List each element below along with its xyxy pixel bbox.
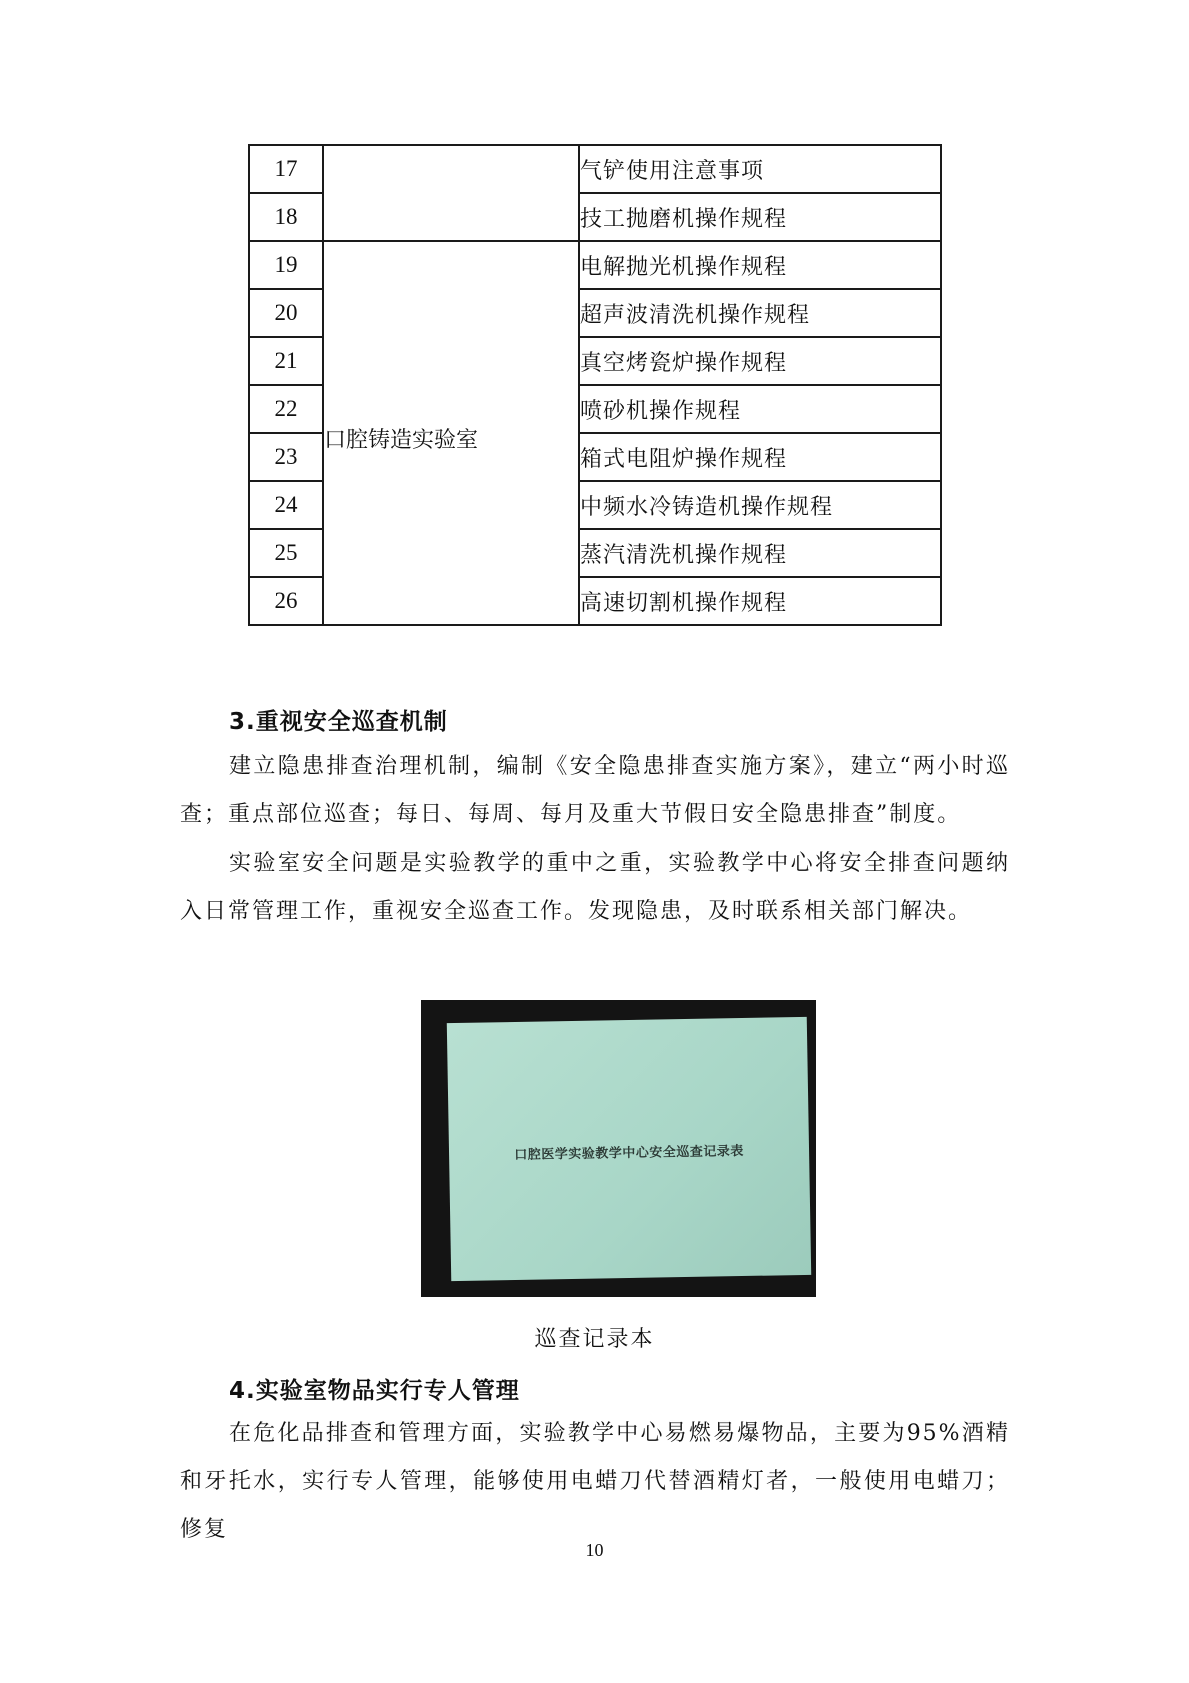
section-3-paragraph-2: 实验室安全问题是实验教学的重中之重，实验教学中心将安全排查问题纳入日常管理工作，重视安全巡查工作。发现隐患，及时联系相关部门解决。 bbox=[180, 851, 1010, 924]
inspection-record-photo bbox=[421, 1000, 816, 1297]
lab-cell-empty bbox=[323, 145, 579, 241]
rule-name: 电解抛光机操作规程 bbox=[579, 241, 941, 289]
section-4-heading: 4.实验室物品实行专人管理 bbox=[229, 1378, 520, 1404]
rule-name: 高速切割机操作规程 bbox=[579, 577, 941, 625]
row-number: 21 bbox=[249, 337, 323, 385]
section-3-heading: 3.重视安全巡查机制 bbox=[229, 709, 448, 735]
rule-name: 箱式电阻炉操作规程 bbox=[579, 433, 941, 481]
table-row bbox=[249, 145, 941, 193]
lab-cell bbox=[323, 241, 579, 625]
section-3-paragraph-1: 建立隐患排查治理机制，编制《安全隐患排查实施方案》，建立“两小时巡查；重点部位巡查；每日、每周、每月及重大节假日安全隐患排查”制度。 bbox=[180, 754, 1010, 827]
rule-name: 超声波清洗机操作规程 bbox=[579, 289, 941, 337]
row-number: 17 bbox=[249, 145, 323, 193]
row-number: 18 bbox=[249, 193, 323, 241]
page-number: 10 bbox=[585, 1540, 604, 1560]
rule-name: 蒸汽清洗机操作规程 bbox=[579, 529, 941, 577]
row-number: 23 bbox=[249, 433, 323, 481]
rule-name: 气铲使用注意事项 bbox=[579, 145, 941, 193]
rule-name: 喷砂机操作规程 bbox=[579, 385, 941, 433]
record-book-cover bbox=[447, 1017, 811, 1281]
row-number: 22 bbox=[249, 385, 323, 433]
rule-name: 真空烤瓷炉操作规程 bbox=[579, 337, 941, 385]
row-number: 20 bbox=[249, 289, 323, 337]
rule-name: 中频水冷铸造机操作规程 bbox=[579, 481, 941, 529]
photo-caption: 巡查记录本 bbox=[534, 1327, 655, 1352]
row-number: 19 bbox=[249, 241, 323, 289]
lab-label: 口腔铸造实验室 bbox=[324, 427, 479, 453]
row-number: 26 bbox=[249, 577, 323, 625]
table-row bbox=[249, 241, 941, 289]
operating-rules-table bbox=[248, 144, 942, 626]
row-number: 24 bbox=[249, 481, 323, 529]
row-number: 25 bbox=[249, 529, 323, 577]
section-4-paragraph-1: 在危化品排查和管理方面，实验教学中心易燃易爆物品，主要为95%酒精和牙托水，实行专人管理，能够使用电蜡刀代替酒精灯者，一般使用电蜡刀；修复 bbox=[180, 1421, 1010, 1542]
rule-name: 技工抛磨机操作规程 bbox=[579, 193, 941, 241]
record-book-title: 口腔医学实验教学中心安全巡查记录表 bbox=[514, 1143, 744, 1164]
